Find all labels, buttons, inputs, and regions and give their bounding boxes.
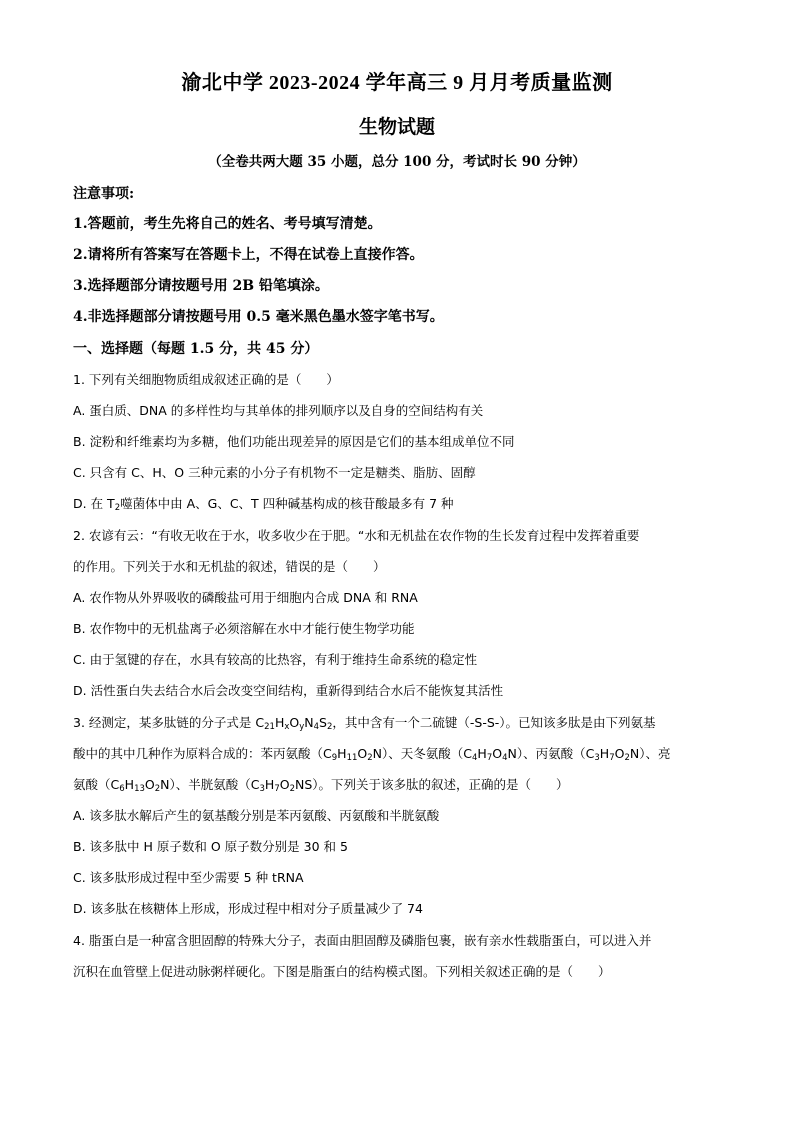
notice-heading: 注意事项: (73, 186, 135, 202)
notice-item: 1.答题前，考生先将自己的姓名、考号填写清楚。 (73, 216, 382, 232)
question-2-option-a: A. 农作物从外界吸收的磷酸盐可用于细胞内合成 DNA 和 RNA (73, 590, 418, 605)
exam-info: （全卷共两大题 35 小题，总分 100 分，考试时长 90 分钟） (208, 154, 586, 170)
question-3-stem-line: 3. 经测定，某多肽链的分子式是 $C_{21}H_xO_yN_4S_2$，其中含有一个二硫键（-S-S-）。已知该多肽是由下列氨基 (73, 715, 656, 732)
question-4-stem-line: 沉积在血管壁上促进动脉粥样硬化。下图是脂蛋白的结构模式图。下列相关叙述正确的是（ ） (73, 964, 611, 979)
question-1-option-c: C. 只含有 C、H、O 三种元素的小分子有机物不一定是糖类、脂肪、固醇 (73, 465, 476, 480)
question-3-option-c: C. 该多肽形成过程中至少需要 5 种 tRNA (73, 870, 304, 885)
question-3-option-d: D. 该多肽在核糖体上形成，形成过程中相对分子质量减少了 74 (73, 901, 423, 916)
question-4-stem-line: 4. 脂蛋白是一种富含胆固醇的特殊大分子，表面由胆固醇及磷脂包裹，嵌有亲水性载脂蛋白，可以进入并 (73, 933, 652, 948)
question-1-option-d: D. 在 $T_2$噬菌体中由 A、G、C、T 四种碱基构成的核苷酸最多有 7 种 (73, 496, 454, 513)
question-2-option-d: D. 活性蛋白失去结合水后会改变空间结构，重新得到结合水后不能恢复其活性 (73, 683, 504, 698)
question-1-option-a: A. 蛋白质、DNA 的多样性均与其单体的排列顺序以及自身的空间结构有关 (73, 403, 484, 418)
notice-item: 3.选择题部分请按题号用 2B 铅笔填涂。 (73, 278, 329, 294)
subject-title: 生物试题 (358, 117, 435, 138)
question-2-stem-line: 的作用。下列关于水和无机盐的叙述，错误的是（ ） (73, 559, 386, 574)
exam-title: 渝北中学 2023-2024 学年高三 9 月月考质量监测 (181, 72, 613, 94)
question-1-stem: 1. 下列有关细胞物质组成叙述正确的是（ ） (73, 372, 339, 387)
notice-item: 2.请将所有答案写在答题卡上，不得在试卷上直接作答。 (73, 247, 424, 263)
section-heading: 一、选择题（每题 1.5 分，共 45 分） (73, 341, 319, 357)
question-2-option-c: C. 由于氢键的存在，水具有较高的比热容，有利于维持生命系统的稳定性 (73, 652, 478, 667)
question-3-stem-line: 氨酸$(C_6H_{13}O_2N)$、半胱氨酸$(C_3H_7O_2NS)$。下列关于该多肽的叙述，正确的是（ ） (73, 777, 569, 794)
question-3-option-b: B. 该多肽中 H 原子数和 O 原子数分别是 30 和 5 (73, 839, 348, 854)
question-3-stem-line: 酸中的其中几种作为原料合成的：苯丙氨酸$(C_9H_{11}O_2N)$、天冬氨酸$(C_4H_7O_4N)$、丙氨酸$(C_3H_7O_2N)$、亮 (73, 746, 671, 763)
question-2-stem-line: 2. 农谚有云：“有收无收在于水，收多收少在于肥。“水和无机盐在农作物的生长发育过程中发挥着重要 (73, 528, 640, 543)
notice-item: 4.非选择题部分请按题号用 0.5 毫米黑色墨水签字笔书写。 (73, 309, 444, 325)
question-3-option-a: A. 该多肽水解后产生的氨基酸分别是苯丙氨酸、丙氨酸和半胱氨酸 (73, 808, 440, 823)
question-2-option-b: B. 农作物中的无机盐离子必须溶解在水中才能行使生物学功能 (73, 621, 415, 636)
question-1-option-b: B. 淀粉和纤维素均为多糖，他们功能出现差异的原因是它们的基本组成单位不同 (73, 434, 515, 449)
